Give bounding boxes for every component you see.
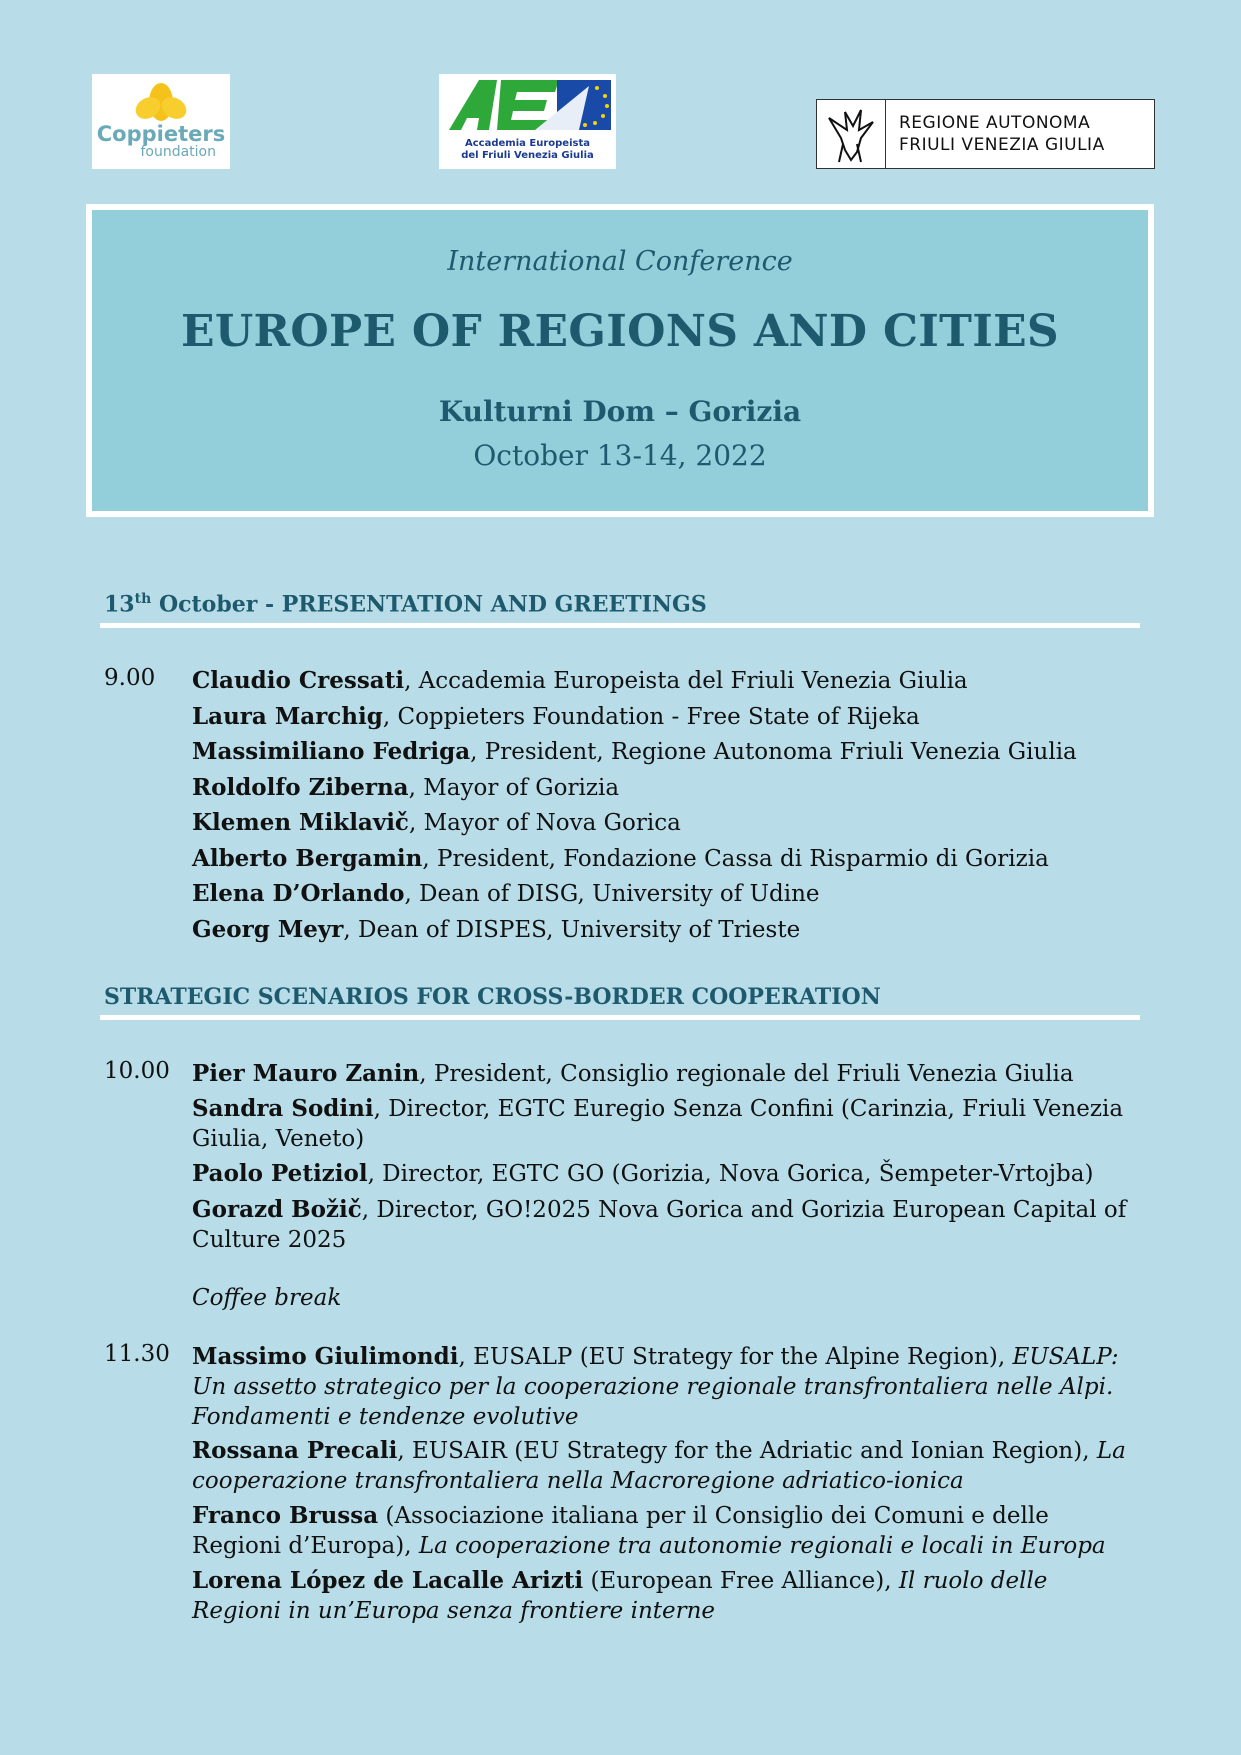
conference-title-box	[86, 204, 1154, 517]
coffee-break	[192, 1283, 1142, 1313]
speaker-entry	[192, 1195, 1142, 1255]
speaker-entry	[192, 1342, 1142, 1432]
ae-caption-line2: del Friuli Venezia Giulia	[461, 150, 594, 161]
speaker-entry	[192, 808, 1142, 838]
region-line1: REGIONE AUTONOMA	[899, 113, 1091, 133]
speaker-role: , Coppieters Foundation - Free State of Rijeka	[382, 704, 920, 730]
speaker-name: Lorena López de Lacalle Arizti	[192, 1567, 584, 1594]
conference-subtitle: International Conference	[447, 246, 793, 277]
speaker-role: , President, Fondazione Cassa di Risparmio di Gorizia	[422, 846, 1049, 872]
coffee-break-label: Coffee break	[192, 1285, 342, 1311]
speaker-role: , Director, EGTC GO (Gorizia, Nova Gorica, Šempeter-Vrtojba)	[367, 1161, 1094, 1187]
time-slot: 11.30	[104, 1341, 170, 1367]
speaker-role: , President, Regione Autonoma Friuli Venezia Giulia	[470, 739, 1077, 765]
speaker-role: , Dean of DISPES, University of Trieste	[343, 917, 801, 943]
speaker-name: Massimo Giulimondi	[192, 1343, 459, 1370]
section-day-suffix: th	[134, 591, 152, 607]
speaker-role: , EUSAIR (EU Strategy for the Adriatic and Ionian Region),	[397, 1438, 1097, 1464]
speaker-entry	[192, 666, 1142, 696]
speaker-role: , Dean of DISG, University of Udine	[404, 881, 820, 907]
speaker-name: Alberto Bergamin	[192, 845, 423, 872]
ae-emblem-icon	[439, 74, 616, 138]
speaker-entry	[192, 844, 1142, 874]
speaker-name: Rossana Precali	[192, 1437, 398, 1464]
talk-title: La cooperazione tra autonomie regionali e locali in Europa	[418, 1533, 1106, 1559]
speaker-name: Elena D’Orlando	[192, 880, 405, 907]
coppieters-name: Coppieters	[96, 122, 226, 146]
speaker-role: (European Free Alliance),	[583, 1568, 899, 1594]
speaker-name: Gorazd Božič	[192, 1196, 362, 1223]
speaker-entry	[192, 1059, 1142, 1089]
speaker-entry	[192, 737, 1142, 767]
section-divider	[100, 623, 1140, 628]
section-heading-text: October - PRESENTATION AND GREETINGS	[151, 591, 707, 618]
coppieters-sub: foundation	[140, 144, 216, 160]
conference-title: EUROPE OF REGIONS AND CITIES	[180, 306, 1059, 357]
section-presentation-heading	[104, 591, 707, 617]
time-slot: 10.00	[104, 1058, 170, 1084]
speaker-name: Massimiliano Fedriga	[192, 738, 471, 765]
conference-venue: Kulturni Dom – Gorizia	[438, 395, 802, 428]
regione-fvg-logo	[816, 99, 1155, 169]
speaker-name: Klemen Miklavič	[192, 809, 409, 836]
speaker-entry	[192, 1094, 1142, 1154]
section-divider	[100, 1015, 1140, 1020]
speaker-role: , Director, EGTC Euregio Senza Confini (Carinzia, Friuli Venezia Giulia, Veneto)	[192, 1096, 1124, 1152]
region-line2: FRIULI VENEZIA GIULIA	[899, 135, 1105, 155]
speaker-entry	[192, 1566, 1142, 1626]
time-slot: 9.00	[104, 665, 156, 691]
speaker-name: Roldolfo Ziberna	[192, 774, 409, 801]
speaker-entry	[192, 1159, 1142, 1189]
flower-icon	[130, 80, 192, 126]
speaker-entry	[192, 773, 1142, 803]
speaker-role: , Director, GO!2025 Nova Gorica and Gorizia European Capital of Culture 2025	[192, 1197, 1127, 1253]
speaker-role: , Mayor of Gorizia	[408, 775, 620, 801]
talk-title: EUSALP: Un assetto strategico per la cooperazione regionale transfrontaliera nelle Alpi. Fondamenti e tendenze evolutive	[192, 1344, 1119, 1430]
speaker-entry	[192, 702, 1142, 732]
speaker-role: (Associazione italiana per il Consiglio dei Comuni e delle Regioni d’Europa),	[192, 1503, 1049, 1559]
speaker-role: , Accademia Europeista del Friuli Venezia Giulia	[404, 668, 968, 694]
speaker-entry	[192, 915, 1142, 945]
speaker-entry	[192, 1501, 1142, 1561]
speaker-name: Paolo Petiziol	[192, 1160, 368, 1187]
speaker-name: Sandra Sodini	[192, 1095, 374, 1122]
speaker-name: Pier Mauro Zanin	[192, 1060, 420, 1087]
speaker-entry	[192, 879, 1142, 909]
speaker-name: Claudio Cressati	[192, 667, 405, 694]
speaker-role: , President, Consiglio regionale del Friuli Venezia Giulia	[419, 1061, 1074, 1087]
conference-dates: October 13-14, 2022	[473, 439, 767, 472]
speaker-entry	[192, 1436, 1142, 1496]
talk-title: Il ruolo delle Regioni in un’Europa senza frontiere interne	[192, 1568, 1048, 1624]
eagle-icon	[817, 100, 885, 168]
speaker-role: , EUSALP (EU Strategy for the Alpine Region),	[458, 1344, 1013, 1370]
speaker-name: Laura Marchig	[192, 703, 383, 730]
section-strategic-heading: STRATEGIC SCENARIOS FOR CROSS-BORDER COOPERATION	[104, 984, 881, 1010]
accademia-europeista-logo	[439, 74, 616, 169]
speaker-name: Franco Brussa	[192, 1502, 379, 1529]
coppieters-logo	[92, 74, 230, 169]
section-day-number: 13	[104, 591, 135, 618]
speaker-role: , Mayor of Nova Gorica	[408, 810, 681, 836]
talk-title: La cooperazione transfrontaliera nella Macroregione adriatico-ionica	[192, 1438, 1126, 1494]
ae-caption-line1: Accademia Europeista	[465, 138, 590, 149]
speaker-name: Georg Meyr	[192, 916, 344, 943]
